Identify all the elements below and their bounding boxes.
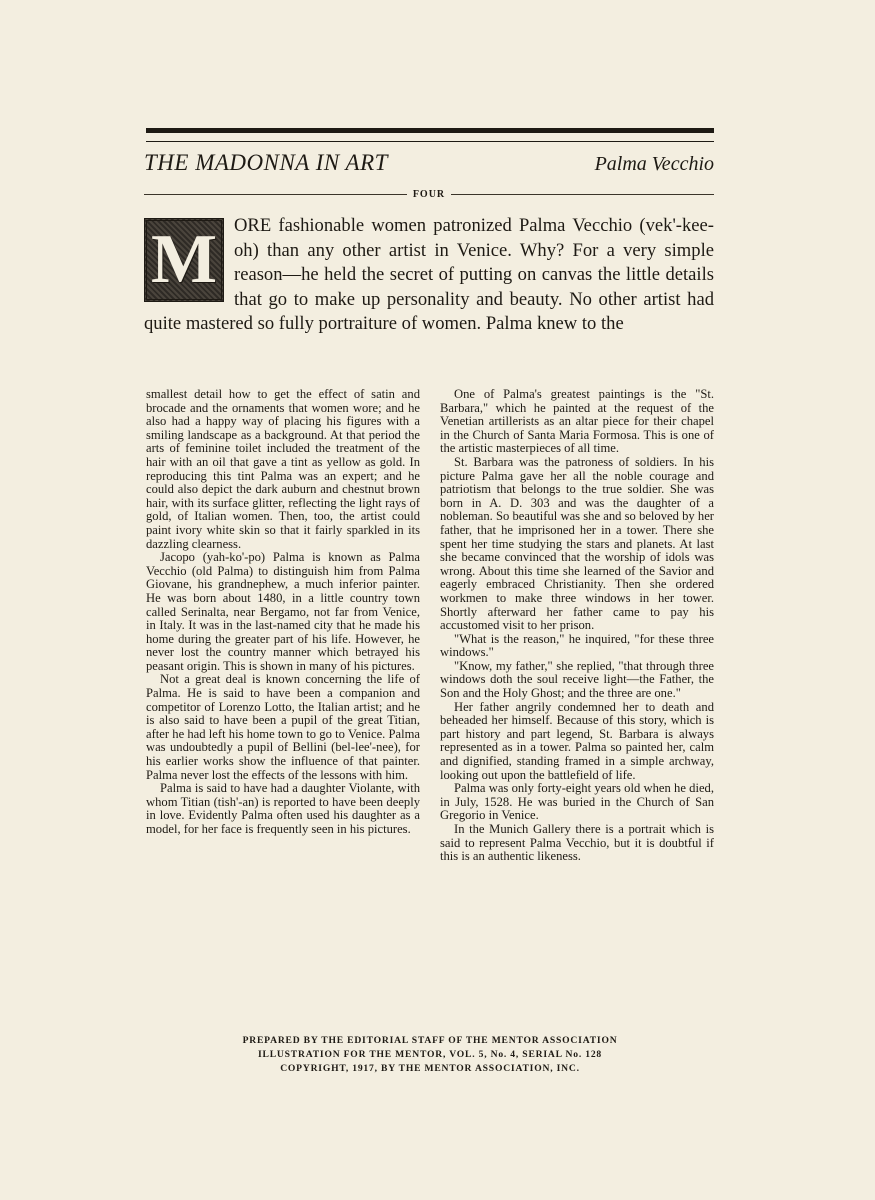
page-title: THE MADONNA IN ART <box>144 150 388 175</box>
top-rule <box>146 128 714 142</box>
divider-right <box>451 194 714 195</box>
paragraph: St. Barbara was the patroness of soldiers. In his picture Palma gave her all the noble courage and patriotism that belongs to the true soldier. She was born in A. D. 303 and was the daughter of a nobleman. So beautiful was she and so beloved by her father, that he imprisoned her in a tower. There she spent her time studying the stars and planets. At last she became convinced that the worship of idols was wrong. About this time she learned of the Savior and eagerly embraced Christianity. Then she ordered workmen to make three windows in her tower. Shortly afterward her father came to pay his accustomed visit to her prison. <box>440 454 714 633</box>
paragraph: smallest detail how to get the effect of satin and brocade and the ornaments that women wore; and he also had a happy way of placing his figures with a smiling landscape as a background. At that period the arts of feminine toilet included the treatment of the hair with an oil that gave a tint as yellow as gold. In reproducing this tint Palma was an expert; and he could also depict the dark auburn and chestnut brown hair, with its surface glitter, reflecting the light rays of gold, of Italian women. Then, too, the artist could paint ivory white skin so that it fairly sparkled in its dazzling clearness. <box>146 387 420 551</box>
body-columns <box>146 388 714 864</box>
paragraph: In the Munich Gallery there is a portrait which is said to represent Palma Vecchio, but it is doubtful if this is an authentic likeness. <box>440 822 714 864</box>
left-column <box>146 388 420 864</box>
footer-line: ILLUSTRATION FOR THE MENTOR, VOL. 5, No. 4, SERIAL No. 128 <box>257 1049 603 1060</box>
section-number-row <box>144 186 714 202</box>
paragraph: "What is the reason," he inquired, "for these three windows." <box>440 631 714 660</box>
drop-cap <box>144 218 224 302</box>
footer-credits <box>146 1034 714 1076</box>
footer-line: COPYRIGHT, 1917, BY THE MENTOR ASSOCIATION, INC. <box>280 1063 580 1074</box>
intro-paragraph <box>144 214 714 337</box>
right-column <box>440 388 714 864</box>
drop-cap-letter: M <box>150 221 218 298</box>
intro-text: ORE fashionable women patronized Palma Vecchio (vek'-kee-oh) than any other artist in Venice. Why? For a very simple reason—he held the secret of putting on canvas the little details that go to make up personality and beauty. No other artist had quite mastered so fully portraiture of women. Palma knew to the <box>144 215 714 334</box>
paragraph: Not a great deal is known concerning the life of Palma. He is said to have been a companion and competitor of Lorenzo Lotto, the Italian artist; and he is also said to have been a pupil of the great Titian, after he had left his home town to go to Venice. Palma was undoubtedly a pupil of Bellini (bel-lee'-nee), for his earlier works show the influence of that painter. Palma never lost the effects of the lessons with him. <box>146 672 420 782</box>
artist-name: Palma Vecchio <box>594 153 714 175</box>
paragraph: Jacopo (yah-ko'-po) Palma is known as Palma Vecchio (old Palma) to distinguish him from Palma Giovane, his grandnephew, a much inferior painter. He was born about 1480, in a little country town called Serinalta, near Bergamo, not far from Venice, in Italy. It was in the last-named city that he made his home during the greater part of his life. However, he never lost the country manner which betrayed his peasant origin. This is shown in many of his pictures. <box>146 550 420 673</box>
section-number: FOUR <box>412 188 446 200</box>
paragraph: Palma was only forty-eight years old when he died, in July, 1528. He was buried in the Church of San Gregorio in Venice. <box>440 781 714 823</box>
paragraph: Her father angrily condemned her to death and beheaded her himself. Because of this story, which is part history and part legend, St. Barbara is always represented as in a tower. Palma so painted her, calm and dignified, standing framed in a simple archway, looking out upon the battlefield of life. <box>440 699 714 782</box>
footer-line: PREPARED BY THE EDITORIAL STAFF OF THE MENTOR ASSOCIATION <box>242 1035 618 1046</box>
paragraph: Palma is said to have had a daughter Violante, with whom Titian (tish'-an) is reported to have been deeply in love. Evidently Palma often used his daughter as a model, for her face is frequently seen in his pictures. <box>146 781 420 836</box>
divider-left <box>144 194 407 195</box>
paragraph: One of Palma's greatest paintings is the "St. Barbara," which he painted at the request of the Venetian artillerists as an altar piece for their chapel in the Church of Santa Maria Formosa. This is one of the artistic masterpieces of all time. <box>440 387 714 456</box>
page-header <box>144 150 714 182</box>
paragraph: "Know, my father," she replied, "that through three windows doth the soul receive light—the Father, the Son and the Holy Ghost; and the three are one." <box>440 658 714 701</box>
